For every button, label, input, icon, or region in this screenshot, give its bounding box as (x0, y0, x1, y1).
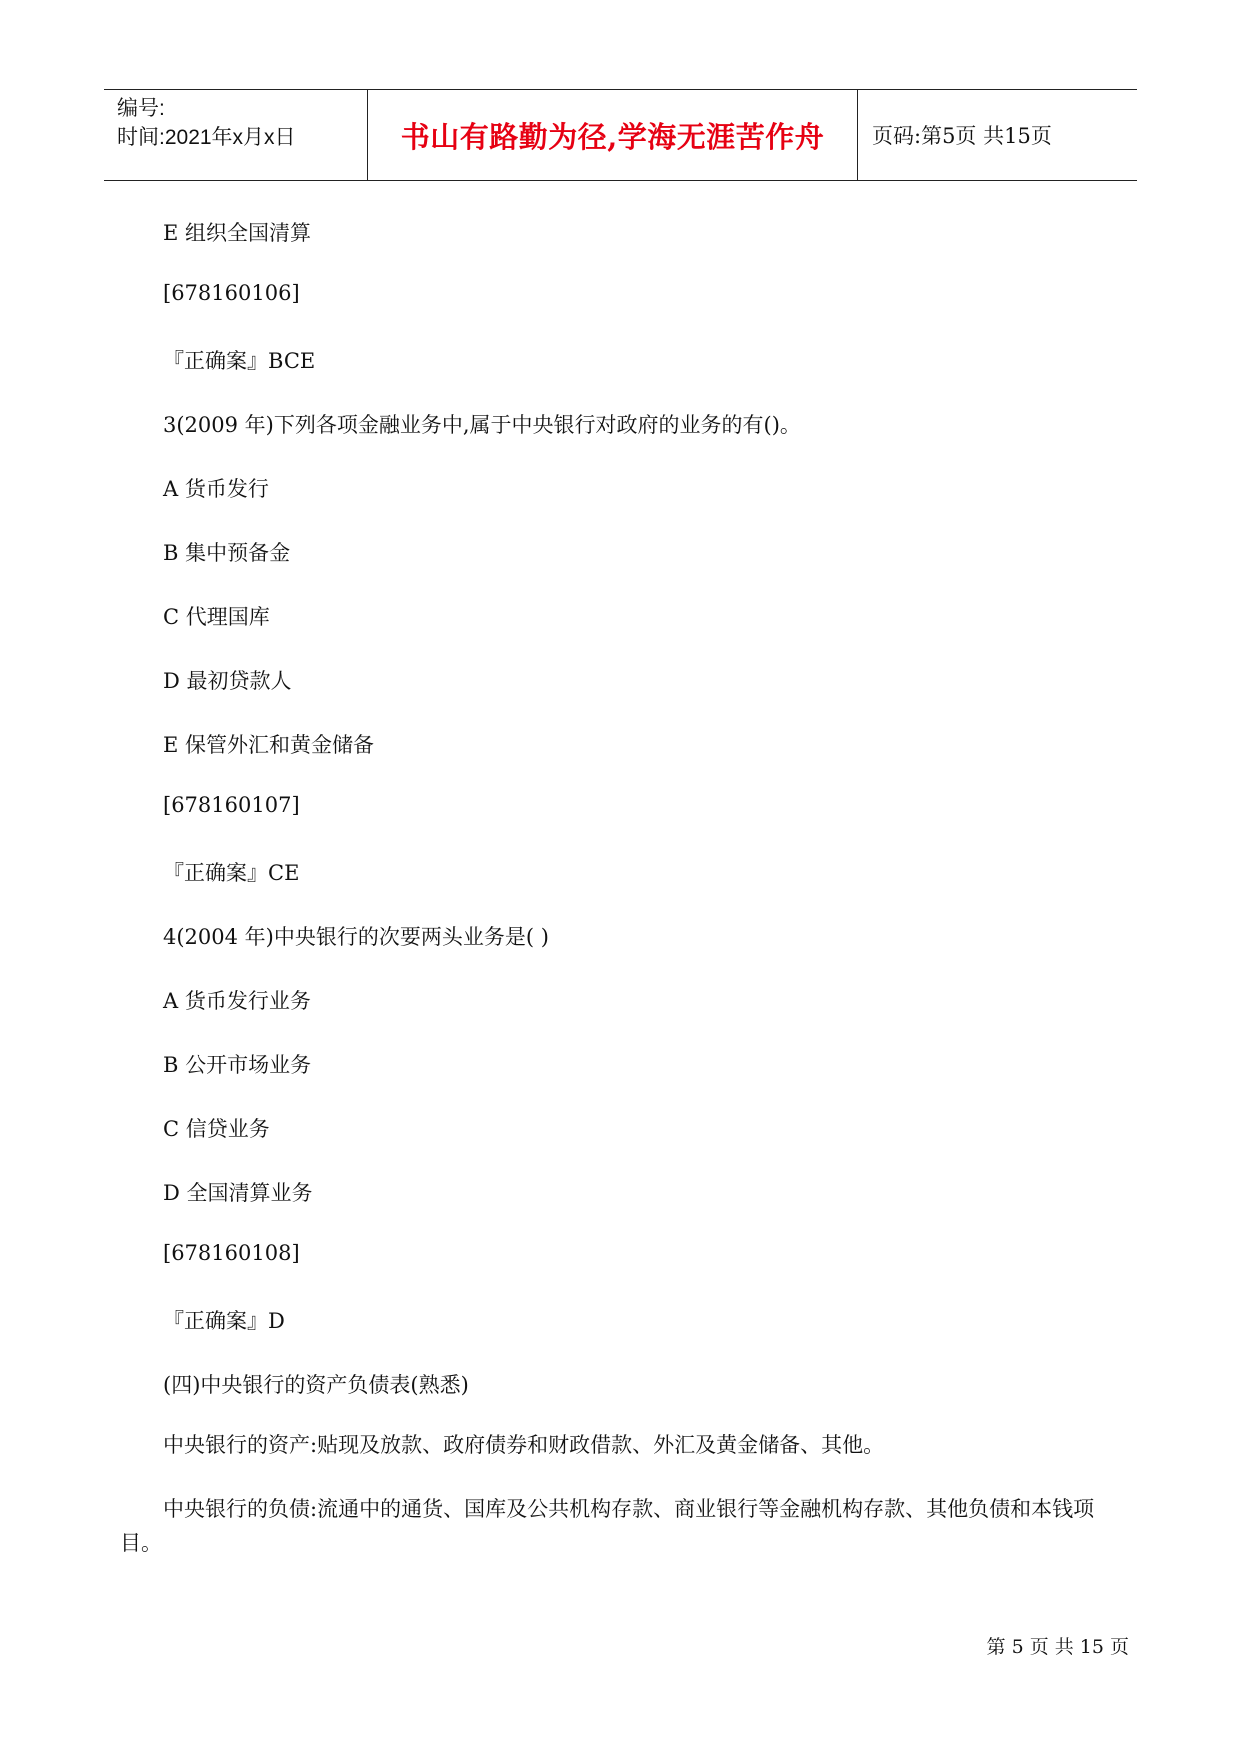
text-line: B 集中预备金 (163, 541, 291, 565)
paragraph-assets: 中央银行的资产:贴现及放款、政府债券和财政借款、外汇及黄金储备、其他。 (163, 1433, 885, 1457)
header-page-label: 页码:第5页 共15页 (872, 124, 1052, 148)
text-line: B 公开市场业务 (163, 1053, 312, 1077)
text-line: C 代理国库 (163, 605, 270, 629)
text-line: E 保管外汇和黄金储备 (163, 733, 375, 757)
text-line: 3(2009 年)下列各项金融业务中,属于中央银行对政府的业务的有()。 (163, 413, 801, 437)
document-number-label: 编号: (117, 97, 165, 120)
text-line: [678160108] (163, 1241, 300, 1265)
header-motto: 书山有路勤为径,学海无涯苦作舟 (368, 90, 858, 180)
text-line: E 组织全国清算 (163, 221, 312, 245)
paragraph-liabilities: 中央银行的负债:流通中的通货、国库及公共机构存款、商业银行等金融机构存款、其他负债和本钱项目。 (120, 1497, 1095, 1555)
text-line: A 货币发行业务 (163, 989, 311, 1013)
text-line: 『正确案』D (163, 1309, 285, 1333)
text-line: C 信贷业务 (163, 1117, 270, 1141)
text-line: 『正确案』BCE (163, 349, 316, 373)
text-line: [678160106] (163, 281, 300, 305)
text-line: 4(2004 年)中央银行的次要两头业务是( ) (163, 925, 549, 949)
text-line: D 全国清算业务 (163, 1181, 313, 1205)
text-line: D 最初贷款人 (163, 669, 292, 693)
text-line: [678160107] (163, 793, 300, 817)
section-heading: (四)中央银行的资产负债表(熟悉) (163, 1373, 469, 1397)
text-line: A 货币发行 (163, 477, 269, 501)
text-line: 『正确案』CE (163, 861, 300, 885)
document-time-label: 时间:2021年x月x日 (117, 126, 296, 149)
page-footer: 第 5 页 共 15 页 (986, 1636, 1129, 1658)
